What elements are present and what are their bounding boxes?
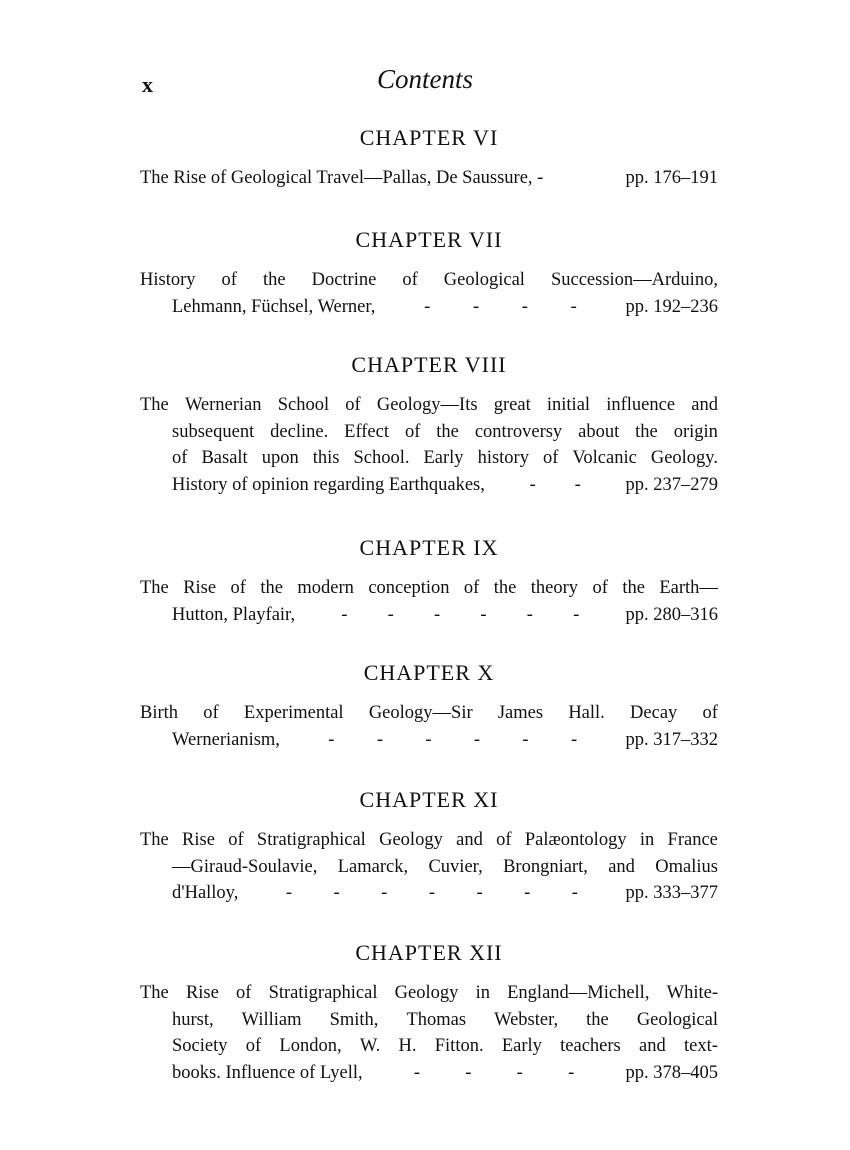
chapter-description [140, 165, 718, 192]
entry-word: the [493, 578, 517, 598]
leader-dash: - [285, 883, 293, 903]
chapter-heading: CHAPTER VII [355, 227, 503, 252]
leader-dash: - [570, 296, 577, 317]
page-number: x [142, 72, 153, 97]
leader-dash: - [465, 1062, 472, 1083]
entry-word: Smith, [329, 1009, 379, 1030]
dot-leaders [375, 294, 625, 321]
entry-word: Cuvier, [428, 856, 483, 877]
entry-word: history [477, 448, 529, 468]
entry-word: Early [423, 448, 464, 468]
entry-line [140, 165, 718, 192]
entry-word: Basalt [201, 448, 248, 468]
entry-word: of [592, 578, 608, 598]
leader-dash: - [480, 604, 487, 625]
entry-word: Experimental [243, 703, 344, 723]
entry-word: and [456, 830, 483, 850]
entry-line [140, 854, 718, 881]
entry-word: and [691, 395, 718, 415]
entry-word: History [140, 270, 196, 290]
leader-dash: - [387, 604, 394, 625]
entry-line [140, 1060, 718, 1087]
entry-line [140, 700, 718, 727]
entry-word: The [140, 983, 169, 1003]
entry-word: Fitton. [434, 1036, 484, 1056]
entry-word: Hall. [568, 703, 605, 723]
entry-word: —Giraud-Soulavie, [172, 856, 318, 877]
entry-word: hurst, [172, 1009, 214, 1030]
entry-word: of [404, 421, 421, 442]
dot-leaders [295, 602, 625, 629]
entry-word: Succession—Arduino, [550, 270, 718, 290]
entry-word: James [497, 703, 544, 723]
entry-word: about [578, 421, 620, 442]
leader-dash: - [521, 296, 528, 317]
entry-word: in [475, 983, 490, 1003]
entry-word: Lamarck, [337, 856, 409, 877]
leader-dash: - [516, 1062, 523, 1083]
chapter-entry [140, 227, 718, 320]
leader-dash: - [568, 1062, 575, 1083]
chapter-entry [140, 940, 718, 1086]
entry-word: controversy [474, 421, 563, 442]
entry-word: of [402, 270, 418, 290]
leader-dash: - [333, 883, 340, 903]
entry-word: of [463, 578, 480, 598]
entry-word: influence [606, 395, 676, 415]
page-range: pp. 176–191 [625, 168, 718, 188]
entry-word: decline. [270, 421, 329, 442]
entry-word: of [221, 270, 237, 290]
entry-word: modern [297, 578, 354, 598]
entry-word: initial [546, 395, 591, 415]
leader-dash: - [570, 729, 578, 750]
entry-word: the [262, 270, 286, 290]
leader-dash: - [434, 604, 441, 625]
entry-word: Society [172, 1036, 228, 1056]
leader-dash: - [341, 604, 348, 625]
entry-word: Volcanic [572, 448, 637, 468]
chapter-heading: CHAPTER VIII [351, 352, 507, 377]
entry-word: Omalius [655, 856, 718, 877]
entry-text: d'Halloy, [172, 883, 239, 903]
entry-text: Wernerianism, [172, 729, 280, 750]
entry-word: Rise [185, 983, 219, 1003]
entry-word: Geological [636, 1009, 718, 1030]
entry-line [140, 602, 718, 629]
leader-dash: - [573, 604, 580, 625]
chapter-heading: CHAPTER XI [359, 787, 499, 812]
entry-word: Geology. [650, 448, 718, 468]
page-range: pp. 317–332 [625, 729, 718, 750]
leader-dash: - [529, 474, 536, 495]
entry-line [140, 1007, 718, 1034]
entry-word: France [667, 830, 718, 850]
entry-text: The Rise of Geological Travel—Pallas, De Saussure, - [140, 168, 544, 188]
dot-leaders [280, 727, 626, 754]
entry-word: of [702, 703, 718, 723]
entry-word: of [230, 578, 246, 598]
leader-dash: - [428, 883, 435, 903]
entry-word: of [203, 703, 219, 723]
entry-word: this [312, 448, 340, 468]
entry-word: School [277, 395, 330, 415]
dot-leaders [363, 1060, 626, 1087]
entry-word: great [493, 395, 531, 415]
entry-word: Birth [140, 703, 179, 723]
leader-dash: - [381, 883, 388, 903]
entry-text: Lehmann, Füchsel, Werner, [172, 296, 376, 317]
chapter-entry [140, 352, 718, 498]
entry-word: theory [530, 578, 579, 598]
leader-dash: - [425, 729, 432, 750]
entry-line [140, 392, 718, 419]
entry-word: of [496, 830, 512, 850]
chapter-heading: CHAPTER VI [359, 125, 499, 150]
entry-text: History of opinion regarding Earthquakes, [172, 474, 485, 495]
leader-dash: - [524, 883, 531, 903]
entry-word: Geology [379, 830, 443, 850]
entry-word: Wernerian [184, 395, 262, 415]
entry-word: Rise [182, 830, 215, 850]
entry-word: William [241, 1009, 302, 1030]
entry-word: White- [666, 983, 718, 1003]
entry-word: upon [261, 448, 299, 468]
chapter-heading: CHAPTER XII [355, 940, 503, 965]
leader-dash: - [526, 604, 533, 625]
entry-word: H. [398, 1036, 417, 1056]
page-range: pp. 192–236 [625, 296, 718, 317]
leader-dash: - [413, 1062, 421, 1083]
dot-leaders [543, 165, 625, 192]
chapter-entry [140, 787, 718, 907]
entry-word: Thomas [406, 1009, 467, 1030]
entry-word: and [639, 1036, 666, 1056]
entry-word: Decay [630, 703, 678, 723]
chapter-description [140, 267, 718, 320]
entry-line [140, 880, 718, 907]
leader-dash: - [522, 729, 529, 750]
entry-word: teachers [560, 1036, 621, 1056]
page-range: pp. 237–279 [625, 474, 718, 495]
entry-word: in [639, 830, 655, 850]
entry-word: text- [683, 1036, 718, 1056]
entry-line [140, 980, 718, 1007]
entry-word: subsequent [172, 421, 255, 442]
page-range: pp. 280–316 [625, 604, 718, 625]
leader-dash: - [424, 296, 431, 317]
entry-word: Geological [443, 270, 525, 290]
chapter-entry [140, 660, 718, 753]
entry-word: the [436, 421, 459, 442]
leader-dash: - [473, 729, 481, 750]
entry-line [140, 267, 718, 294]
entry-word: Effect [344, 421, 389, 442]
chapter-description [140, 980, 718, 1086]
entry-word: the [586, 1009, 609, 1030]
leader-dash: - [571, 883, 578, 903]
chapter-description [140, 392, 718, 498]
entry-word: The [140, 395, 169, 415]
chapter-heading: CHAPTER X [363, 660, 495, 685]
entry-word: Rise [183, 578, 217, 598]
entry-line [140, 827, 718, 854]
entry-word: Geology—Its [376, 395, 478, 415]
entry-word: School. [353, 448, 410, 468]
leader-dash: - [328, 729, 335, 750]
entry-word: W. [359, 1036, 381, 1056]
chapter-entry [140, 125, 718, 192]
entry-text: books. Influence of Lyell, [172, 1062, 363, 1083]
entry-line [140, 727, 718, 754]
chapter-entry [140, 535, 718, 628]
entry-word: The [140, 830, 169, 850]
entry-word: the [622, 578, 645, 598]
entry-word: Stratigraphical [268, 983, 378, 1003]
entry-line [140, 1033, 718, 1060]
chapter-description [140, 575, 718, 628]
entry-word: The [140, 578, 169, 598]
entry-word: Brongniart, [503, 856, 588, 877]
entry-word: Stratigraphical [256, 830, 366, 850]
leader-dash: - [574, 474, 581, 495]
entry-word: of [236, 983, 252, 1003]
dot-leaders [238, 880, 625, 907]
chapter-description [140, 700, 718, 753]
entry-word: of [245, 1036, 262, 1056]
entry-word: of [542, 448, 559, 468]
entry-word: of [172, 448, 188, 468]
page-range: pp. 378–405 [625, 1062, 718, 1083]
entry-line [140, 575, 718, 602]
leader-dash: - [476, 883, 483, 903]
entry-word: the [635, 421, 658, 442]
page-range: pp. 333–377 [625, 883, 718, 903]
entry-text: Hutton, Playfair, [172, 604, 296, 625]
entry-word: conception [368, 578, 450, 598]
entry-line [140, 294, 718, 321]
chapter-heading: CHAPTER IX [359, 535, 499, 560]
entry-word: Palæontology [524, 830, 627, 850]
entry-word: Geology—Sir [368, 703, 473, 723]
entry-line [140, 419, 718, 446]
leader-dash: - [472, 296, 480, 317]
entry-word: London, [279, 1036, 342, 1056]
entry-word: of [345, 395, 361, 415]
entry-word: England—Michell, [507, 983, 650, 1003]
entry-word: origin [673, 421, 718, 442]
entry-word: Earth— [659, 578, 718, 598]
entry-word: the [260, 578, 283, 598]
leader-dash: - [376, 729, 383, 750]
entry-line [140, 472, 718, 499]
entry-word: Webster, [494, 1009, 559, 1030]
chapter-description [140, 827, 718, 907]
entry-word: Early [501, 1036, 542, 1056]
entry-word: and [608, 856, 635, 877]
dot-leaders [485, 472, 626, 499]
entry-word: Doctrine [311, 270, 377, 290]
entry-word: of [228, 830, 244, 850]
entry-line [140, 445, 718, 472]
running-title: Contents [376, 64, 473, 94]
entry-word: Geology [394, 983, 459, 1003]
